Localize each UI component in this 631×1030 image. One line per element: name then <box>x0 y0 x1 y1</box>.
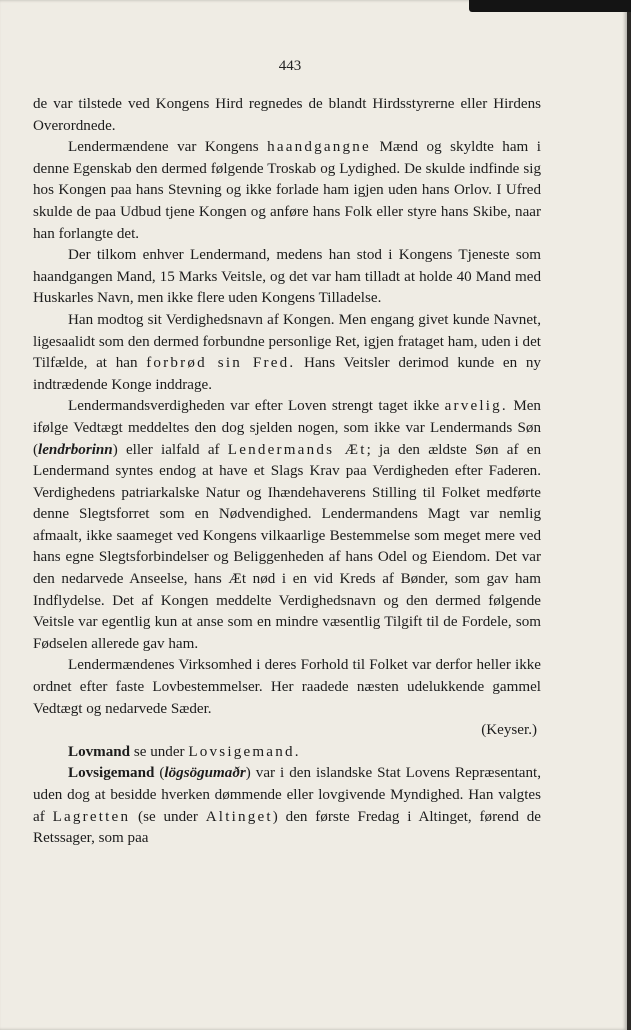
paragraph-veitsle: Der tilkom enhver Lendermand, medens han stod i Kongens Tjeneste som haandgangen Mand, 15 Marks Veitsle, og det var ham tilladt at holde 40 Mand med Huskarles Navn, men ikke flere uden Kongens Tilladelse. <box>33 247 541 307</box>
text-run: Lendermandsverdigheden var efter Loven strengt taget ikke <box>68 398 445 415</box>
emphasis-lagretten: Lagretten <box>52 808 131 825</box>
text-run: Men ifølge Vedtægt meddeltes den dog sjelden nogen, som ikke var Lendermands Søn ( <box>33 398 541 458</box>
entry-lovsigemand <box>33 763 541 849</box>
text-run: Han modtog sit Verdighedsnavn af Kongen. Men engang givet kunde Navnet, ligesaalidt som den dermed forbundne personlige Ret, igjen frataget ham, uden i det Tilfælde, at han <box>33 311 541 372</box>
entry-lovmand <box>33 742 541 764</box>
paragraph-virksomhed: Lendermændenes Virksomhed i deres Forhold til Folket var derfor heller ikke ordnet efter faste Lovbestemmelser. Her raadede næsten udelukkende gammel Vedtægt og nedarvede Sæder. <box>33 657 541 717</box>
text-run: Lendermændene var Kongens <box>68 139 268 156</box>
term-logsogumadr: lögsögumaðr <box>164 765 246 782</box>
cross-reference-lovsigemand: Lovsigemand. <box>188 743 301 760</box>
text-run: ) den første Fredag i Altinget, førend de Retssager, som paa <box>33 808 542 847</box>
headword-lovmand: Lovmand <box>68 743 131 760</box>
paragraph-lendermaend-duties <box>33 137 541 245</box>
page-edge <box>627 12 631 1030</box>
emphasis-arvelig: arvelig. <box>444 398 508 415</box>
text-run: Hans Veitsler derimod kunde en ny indtrædende Konge inddrage. <box>33 355 541 393</box>
emphasis-forbrod-sin-fred: forbrød sin Fred. <box>146 355 296 372</box>
paragraph-continuation: de var tilstede ved Kongens Hird regnedes de blandt Hirdsstyrerne eller Hirdens Overordnede. <box>33 96 541 134</box>
page-tab-shadow <box>469 0 631 12</box>
text-run: Mænd og skyldte ham i denne Egenskab den dermed følgende Troskab og Lydighed. De skulde indfinde sig hos Kongen paa hans Stevning og ikke forlade ham igjen uden hans Orlov. I Ufred skulde de paa Udbud tjene Kongen og anføre hans Folk eller styre hans Skibe, naar han forlangte det. <box>33 139 541 242</box>
term-lendrborinn: lendrborinn <box>38 441 113 458</box>
text-run: ; ja den ældste Søn af en Lendermand syntes endog at have et Slags Krav paa Verdigheden efter Faderen. Verdighedens patriarkalske Natur og Ihændehaverens Stilling til Folket medførte denne Slegtsforret som en Nødvendighed. Lendermandens Magt var nemlig afmaalt, ikke saameget ved Kongens vilkaarlige Bestemmelse som meget mere ved hans egne Slegtsforbindelser og Beliggenheden af hans Odel og Eiendom. Det var den nedarvede Anseelse, hans Æt nød i en vid Kreds af Bønder, som gav ham Indflydelse. Det af Kongen meddelte Verdighedsnavn og den dermed følgende Veitsle var egentlig kun at anse som en mindre væsentlig Tilgift til de Fordele, som Fødselen allerede gav ham. <box>33 441 541 652</box>
author-signature: (Keyser.) <box>481 722 537 739</box>
emphasis-lendermands-aet: Lendermands Æt <box>227 441 367 458</box>
text-run: ) eller ialfald af <box>112 441 228 458</box>
text-run: se under <box>130 743 189 760</box>
emphasis-altinget: Altinget <box>205 808 273 825</box>
headword-lovsigemand: Lovsigemand <box>68 765 155 782</box>
text-run: ( <box>154 765 165 782</box>
paragraph-verdighedsnavn <box>33 310 541 396</box>
paragraph-arvelig <box>33 396 541 655</box>
text-run: ) var i den islandske Stat Lovens Repræsentant, uden dog at besidde hverken dømmende eller lovgivende Myndighed. Han valgtes af <box>33 765 541 825</box>
body-text <box>33 94 541 850</box>
emphasis-haandgangne: haandgangne <box>267 139 371 156</box>
page-number: 443 <box>278 58 302 74</box>
text-run: (se under <box>130 808 206 825</box>
